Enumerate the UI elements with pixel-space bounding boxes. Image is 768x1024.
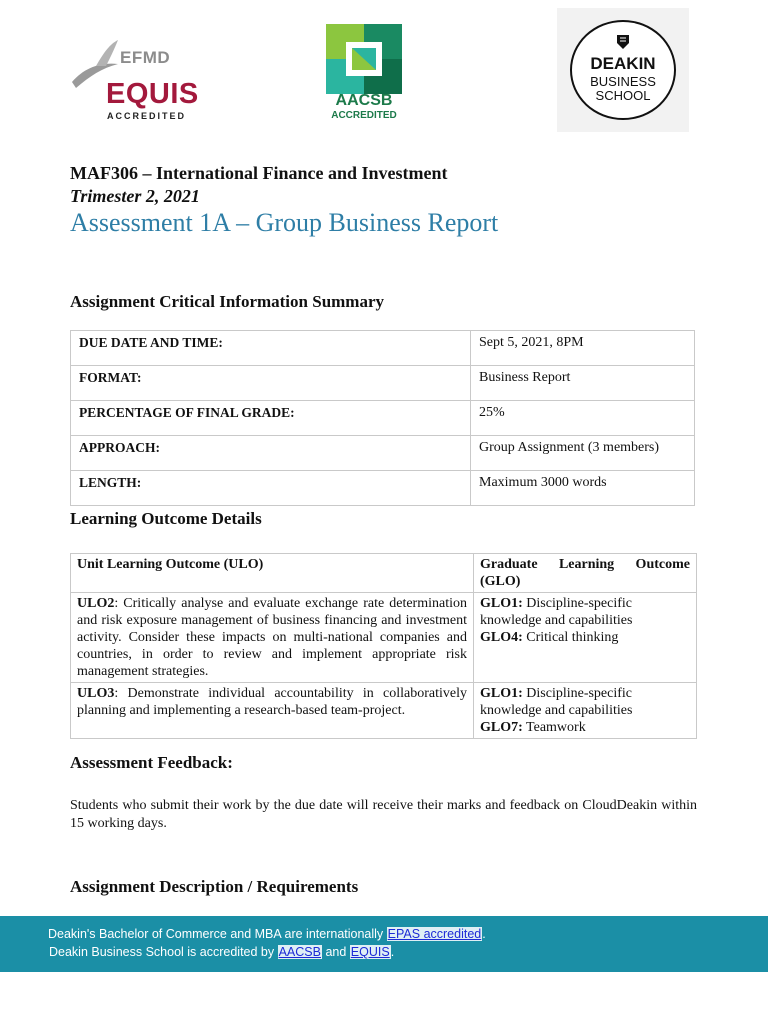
assessment-title: Assessment 1A – Group Business Report — [70, 208, 499, 237]
business-school-text — [572, 75, 674, 103]
outcomes-heading: Learning Outcome Details — [70, 509, 262, 528]
ulo-cell — [71, 683, 474, 739]
aacsb-mark-icon — [326, 24, 402, 94]
ulo-code: ULO3 — [77, 686, 115, 701]
equis-text: EQUIS — [106, 78, 199, 110]
table-row — [71, 401, 695, 436]
glo-column-header: Graduate Learning Outcome (GLO) — [474, 554, 697, 593]
glo-text: Critical thinking — [522, 630, 619, 645]
summary-heading: Assignment Critical Information Summary — [70, 292, 385, 311]
summary-key: PERCENTAGE OF FINAL GRADE: — [71, 401, 471, 436]
table-row — [71, 331, 695, 366]
ulo-column-header: Unit Learning Outcome (ULO) — [71, 554, 474, 593]
footer-line-epas — [48, 927, 486, 941]
feedback-text: Students who submit their work by the due date will receive their marks and feedback on CloudDeakin within 15 working days. — [70, 798, 697, 831]
epas-accredited-link[interactable]: EPAS accredited — [387, 927, 482, 941]
glo-code: GLO1: — [480, 596, 523, 611]
aacsb-link[interactable]: AACSB — [278, 945, 321, 959]
glo-code: GLO1: — [480, 686, 523, 701]
ulo-text: : Critically analyse and evaluate exchange rate determination and risk exposure management of business financing and investment activity. Consider these impacts on multi-national companies and countries, in order to review and implement appropriate risk management strategies. — [77, 596, 467, 679]
deakin-crest-icon — [616, 34, 630, 50]
glo-text: Discipline-specific knowledge and capabilities — [480, 596, 633, 628]
footer-text: . — [390, 945, 395, 959]
glo-cell — [474, 593, 697, 683]
table-row — [71, 471, 695, 506]
summary-value: Maximum 3000 words — [471, 471, 695, 506]
course-title: MAF306 – International Finance and Investment — [70, 163, 448, 183]
efmd-text: EFMD — [120, 48, 171, 67]
deakin-school-text: SCHOOL — [595, 88, 651, 103]
summary-key: APPROACH: — [71, 436, 471, 471]
table-header-row — [71, 554, 697, 593]
aacsb-logo — [323, 24, 403, 126]
glo-text: Teamwork — [522, 720, 586, 735]
footer-text: Deakin Business School is accredited by — [49, 945, 278, 959]
equis-link[interactable]: EQUIS — [350, 945, 390, 959]
footer-text: and — [321, 945, 350, 959]
aacsb-text: AACSB — [335, 92, 393, 109]
glo-code: GLO4: — [480, 630, 523, 645]
summary-table — [70, 330, 695, 506]
footer-text: Deakin's Bachelor of Commerce and MBA are internationally — [48, 927, 387, 941]
footer-banner — [0, 916, 768, 972]
footer-line-accreditation — [49, 945, 394, 959]
ulo-code: ULO2 — [77, 596, 115, 611]
ulo-cell — [71, 593, 474, 683]
description-heading: Assignment Description / Requirements — [70, 877, 359, 896]
summary-key: DUE DATE AND TIME: — [71, 331, 471, 366]
summary-key: LENGTH: — [71, 471, 471, 506]
term-label: Trimester 2, 2021 — [70, 186, 200, 206]
glo-cell — [474, 683, 697, 739]
outcomes-table — [70, 553, 697, 739]
glo-text: Discipline-specific knowledge and capabilities — [480, 686, 633, 718]
aacsb-accredited-text: ACCREDITED — [331, 110, 397, 121]
footer-text: . — [482, 927, 486, 941]
summary-value: Group Assignment (3 members) — [471, 436, 695, 471]
glo-code: GLO7: — [480, 720, 523, 735]
summary-value: 25% — [471, 401, 695, 436]
equis-accredited-text: ACCREDITED — [107, 111, 187, 121]
logo-row — [0, 0, 768, 140]
deakin-logo — [570, 20, 676, 120]
ulo-text: : Demonstrate individual accountability in collaboratively planning and implementing a research-based team-project. — [77, 686, 467, 718]
table-row — [71, 593, 697, 683]
table-row — [71, 366, 695, 401]
table-row — [71, 436, 695, 471]
deakin-text: DEAKIN — [590, 54, 656, 73]
summary-value: Business Report — [471, 366, 695, 401]
summary-key: FORMAT: — [71, 366, 471, 401]
equis-logo — [70, 38, 200, 128]
table-row — [71, 683, 697, 739]
feedback-heading: Assessment Feedback: — [70, 753, 233, 772]
deakin-business-text: BUSINESS — [590, 74, 656, 89]
summary-value: Sept 5, 2021, 8PM — [471, 331, 695, 366]
